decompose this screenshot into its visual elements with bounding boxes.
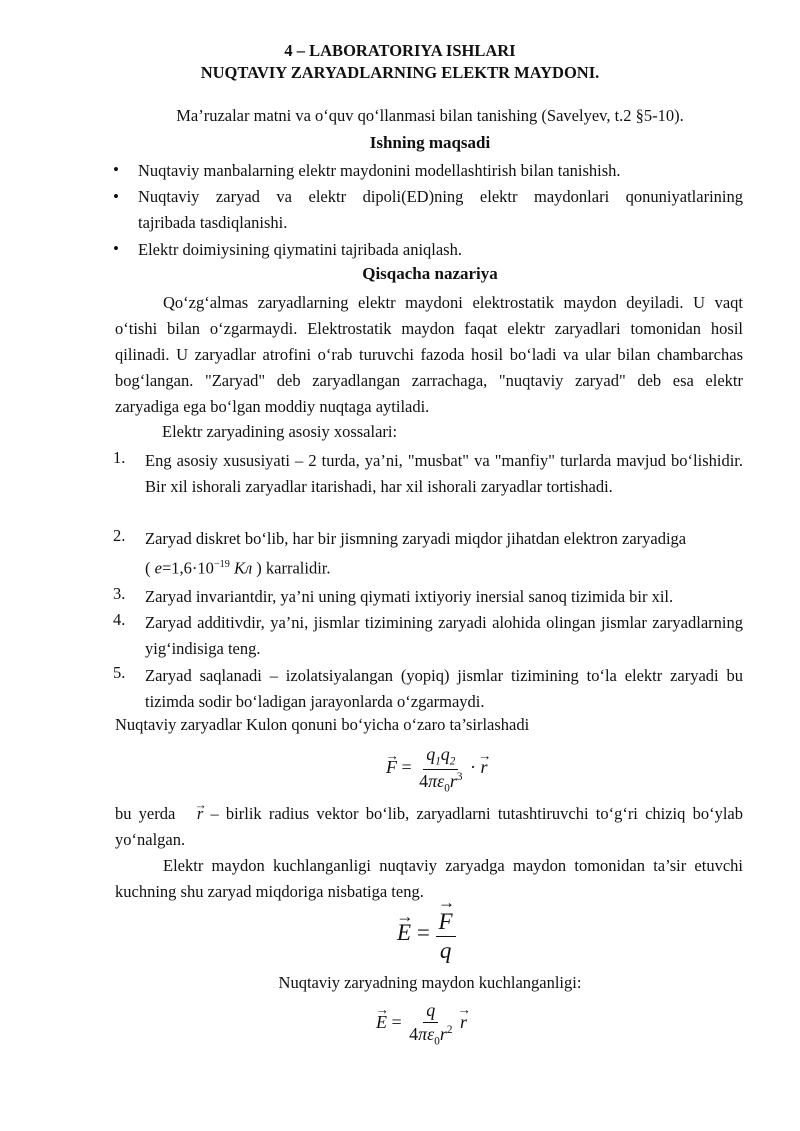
aim-bullet-1: Nuqtaviy manbalarning elektr maydonini modellashtirish bilan tanishish. xyxy=(138,161,621,180)
r-note-prefix: bu yerda xyxy=(115,804,176,823)
point-field-caption: Nuqtaviy zaryadning maydon kuchlanganligi: xyxy=(278,973,582,992)
theory-paragraph-text: Qo‘zg‘almas zaryadlarning elektr maydoni elektrostatik maydon deyiladi. U vaqt o‘tishi bilan o‘zgarmaydi. Elektrostatik maydon faqat elektr zaryadlari tomonidan hosil qilinadi. U zaryadlar atrofini o‘rab turuvchi fazoda hosil bo‘ladi va ular bilan chambarchas bog‘langan. "Zaryad" deb zaryadlangan zarrachaga, "nuqtaviy zaryad" deb esa elektr zaryadiga ega bo‘lgan moddiy nuqtaga aytiladi. xyxy=(115,293,743,416)
r-note-text: – birlik radius vektor bo‘lib, zaryadlarni tutashtiruvchi to‘g‘ri chiziq bo‘ylab yo‘nalgan. xyxy=(115,804,743,849)
r-note-paragraph: bu yerda → r – birlik radius vektor bo‘lib, zaryadlarni tutashtiruvchi to‘g‘ri chiziq bo‘ylab yo‘nalgan. xyxy=(115,801,743,853)
coulomb-intro: Nuqtaviy zaryadlar Kulon qonuni bo‘yicha o‘zaro ta’sirlashadi xyxy=(115,715,530,734)
aim-heading: Ishning maqsadi xyxy=(369,133,491,152)
field-definition-text: Elektr maydon kuchlanganligi nuqtaviy zaryadga maydon tomonidan ta’sir etuvchi kuchning shu zaryad miqdoriga nisbatiga teng. xyxy=(115,856,743,901)
prop-2: Zaryad diskret bo‘lib, har bir jismning zaryadi miqdor jihatdan elektron zaryadiga xyxy=(145,529,687,548)
aim-bullet-3: Elektr doimiysining qiymatini tajribada aniqlash. xyxy=(138,240,462,259)
lab-subtitle: NUQTAVIY ZARYADLARNING ELEKTR MAYDONI. xyxy=(200,63,600,82)
theory-heading: Qisqacha nazariya xyxy=(362,264,498,283)
prop-2-tail: karralidir. xyxy=(265,558,331,578)
prop-number: 2. xyxy=(113,526,126,545)
lab-title: 4 – LABORATORIYA ISHLARI xyxy=(284,41,516,60)
prop-4: Zaryad additivdir, ya’ni, jismlar tizimining zaryadi alohida olingan jismlar zaryadlarning yig‘indisiga teng. xyxy=(145,613,743,658)
charge-symbol: e xyxy=(154,558,162,578)
prop-3: Zaryad invariantdir, ya’ni uning qiymati ixtiyoriy inersial sanoq tizimida bir xil. xyxy=(145,587,674,606)
bullet-dot: • xyxy=(113,160,119,179)
prop-2-formula-line: ( $e=1,6\cdot 10^{-19}$ Кл ) karralidir. xyxy=(145,558,331,578)
point-charge-formula: → E = $\frac{q}{4\pi\varepsilon_0r^2}$ → r xyxy=(376,1000,467,1048)
properties-intro: Elektr zaryadining asosiy xossalari: xyxy=(162,422,398,441)
prop-number: 4. xyxy=(113,610,126,629)
field-formula: → E = → $\frac{F}{q}$ xyxy=(397,905,456,964)
field-definition xyxy=(115,853,743,905)
charge-value: =1,6·10 xyxy=(161,558,214,578)
prop-number: 3. xyxy=(113,584,126,603)
prop-1: Eng asosiy xususiyati – 2 turda, ya’ni, "musbat" va "manfiy" turlarda mavjud bo‘lishidir. Bir xil ishorali zaryadlar itarishadi, har xil ishorali zaryadlar tortishadi. xyxy=(145,451,743,496)
prop-number: 1. xyxy=(113,448,126,467)
charge-unit: Кл xyxy=(234,558,253,578)
intro-line: Ma’ruzalar matni va o‘quv qo‘llanmasi bilan tanishing (Savelyev, t.2 §5-10). xyxy=(176,106,684,125)
aim-bullet-2-line2: tajribada tasdiqlanishi. xyxy=(138,213,288,232)
coulomb-formula: → F = $\frac{q_1q_2}{4\pi\varepsilon_0r^3}$ · → r xyxy=(386,744,487,794)
aim-bullet-2-line1: Nuqtaviy zaryad va elektr dipoli(ED)ning elektr maydonlari qonuniyatlarining xyxy=(138,187,743,206)
bullet-dot: • xyxy=(113,187,119,206)
charge-exponent: −19 xyxy=(213,559,230,570)
prop-number: 5. xyxy=(113,663,126,682)
bullet-dot: • xyxy=(113,239,119,258)
theory-paragraph xyxy=(115,290,743,420)
prop-5: Zaryad saqlanadi – izolatsiyalangan (yopiq) jismlar tizimining to‘la elektr zaryadi bu tizimda sodir bo‘ladigan jarayonlarda o‘zgarmaydi. xyxy=(145,666,743,711)
